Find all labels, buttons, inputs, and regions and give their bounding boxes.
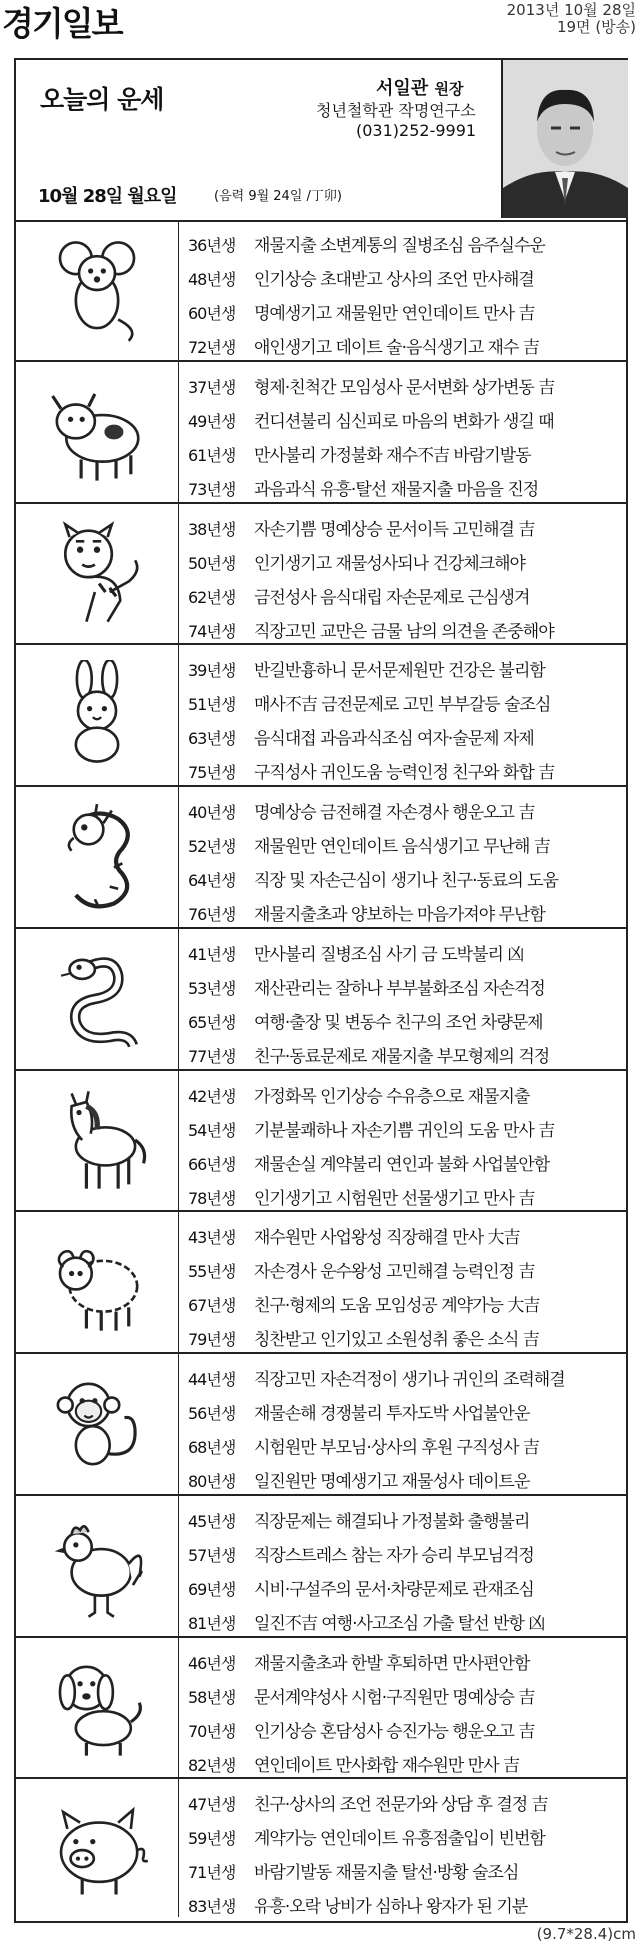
fortune-line <box>188 864 623 898</box>
birth-year: 78년생 <box>188 1188 236 1208</box>
birth-year: 58년생 <box>188 1687 236 1707</box>
fortune-lines <box>188 796 623 932</box>
birth-year: 53년생 <box>188 978 236 998</box>
fortune-line <box>188 830 623 864</box>
fortune-line <box>188 473 623 507</box>
birth-year: 80년생 <box>188 1472 236 1491</box>
birth-year: 68년생 <box>188 1438 236 1457</box>
fortune-text: 일진원만 명예생기고 재물성사 데이트운 <box>254 1472 530 1492</box>
fortune-text: 유흥·오락 낭비가 심하나 왕자가 된 기분 <box>254 1897 528 1918</box>
fortune-text: 기분불쾌하나 자손기쁨 귀인의 도움 만사 吉 <box>254 1120 555 1141</box>
author-photo <box>501 60 628 218</box>
mouse-icon <box>16 220 179 360</box>
fortune-line <box>188 1255 623 1289</box>
column-title: 오늘의 운세 <box>40 85 164 114</box>
fortune-lines <box>188 1363 623 1499</box>
fortune-line <box>188 1431 623 1465</box>
fortune-column <box>14 58 628 1923</box>
fortune-text: 재물원만 연인데이트 음식생기고 무난해 吉 <box>254 837 550 857</box>
fortune-line <box>188 1148 623 1182</box>
birth-year: 40년생 <box>188 803 236 822</box>
lunar-date: (음력 9월 24일 /丁卯) <box>214 189 342 204</box>
fortune-text: 인기상승 초대받고 상사의 조언 만사해결 <box>254 270 534 290</box>
fortune-line <box>188 1749 623 1783</box>
fortune-text: 과음과식 유흥·탈선 재물지출 마음을 진정 <box>254 479 539 500</box>
fortune-line <box>188 1363 623 1397</box>
fortune-text: 재물지출초과 양보하는 마음가져야 무난함 <box>254 905 545 925</box>
fortune-text: 가정화목 인기상승 수유층으로 재물지출 <box>254 1086 530 1107</box>
birth-year: 46년생 <box>188 1653 236 1673</box>
birth-year: 74년생 <box>188 621 236 641</box>
fortune-text: 일진不吉 여행·사고조심 가출 탈선 반항 凶 <box>254 1613 545 1634</box>
fortune-line <box>188 796 623 830</box>
birth-year: 55년생 <box>188 1262 236 1282</box>
birth-year: 41년생 <box>188 944 236 964</box>
fortune-line <box>188 1465 623 1499</box>
fortune-line <box>188 1788 623 1822</box>
fortune-text: 여행·출장 및 변동수 친구의 조언 차량문제 <box>254 1012 543 1033</box>
fortune-text: 금전성사 음식대립 자손문제로 근심생겨 <box>254 587 530 608</box>
fortune-line <box>188 1040 623 1074</box>
fortune-line <box>188 1114 623 1148</box>
pig-icon <box>16 1779 179 1917</box>
monkey-icon <box>16 1354 179 1494</box>
fortune-text: 인기상승 혼담성사 승진가능 행운오고 吉 <box>254 1721 535 1742</box>
fortune-lines <box>188 938 623 1074</box>
birth-year: 63년생 <box>188 729 236 749</box>
fortune-line <box>188 263 623 297</box>
zodiac-row <box>16 1496 626 1638</box>
fortune-lines <box>188 371 623 507</box>
birth-year: 79년생 <box>188 1330 236 1350</box>
fortune-line <box>188 439 623 473</box>
fortune-text: 친구·상사의 조언 전문가와 상담 후 결정 吉 <box>254 1795 548 1816</box>
fortune-line <box>188 1647 623 1681</box>
fortune-line <box>188 1607 623 1641</box>
birth-year: 65년생 <box>188 1012 236 1032</box>
fortune-text: 명예상승 금전해결 자손경사 행운오고 吉 <box>254 803 535 823</box>
fortune-line <box>188 1539 623 1573</box>
fortune-line <box>188 1505 623 1539</box>
birth-year: 62년생 <box>188 587 236 607</box>
fortune-line <box>188 1822 623 1856</box>
rooster-icon <box>16 1496 179 1636</box>
fortune-text: 시험원만 부모님·상사의 후원 구직성사 吉 <box>254 1438 539 1458</box>
fortune-text: 바람기발동 재물지출 탈선·방황 술조심 <box>254 1863 519 1884</box>
fortune-text: 직장 및 자손근심이 생기나 친구·동료의 도움 <box>254 871 559 891</box>
fortune-line <box>188 756 623 790</box>
birth-year: 67년생 <box>188 1296 236 1316</box>
fortune-text: 시비·구설주의 문서·차량문제로 관재조심 <box>254 1579 534 1600</box>
zodiac-row <box>16 929 626 1071</box>
birth-year: 37년생 <box>188 377 236 397</box>
fortune-line <box>188 1715 623 1749</box>
fortune-text: 구직성사 귀인도움 능력인정 친구와 화합 吉 <box>254 763 555 784</box>
birth-year: 83년생 <box>188 1897 236 1917</box>
birth-year: 56년생 <box>188 1404 236 1423</box>
fortune-text: 자손기쁨 명예상승 문서이득 고민해결 吉 <box>254 519 535 540</box>
birth-year: 54년생 <box>188 1120 236 1140</box>
fortune-line <box>188 1080 623 1114</box>
fortune-line <box>188 1289 623 1323</box>
birth-year: 52년생 <box>188 837 236 856</box>
zodiac-row <box>16 645 626 787</box>
fortune-line <box>188 405 623 439</box>
horse-icon <box>16 1071 179 1211</box>
fortune-text: 계약가능 연인데이트 유흥점출입이 빈번함 <box>254 1829 545 1850</box>
fortune-line <box>188 688 623 722</box>
fortune-lines <box>188 1647 623 1783</box>
fortune-line <box>188 898 623 932</box>
birth-year: 73년생 <box>188 479 236 499</box>
fortune-text: 재산관리는 잘하나 부부불화조심 자손걱정 <box>254 978 545 999</box>
fortune-text: 자손경사 운수왕성 고민해결 능력인정 吉 <box>254 1262 535 1283</box>
fortune-line <box>188 1397 623 1431</box>
fortune-text: 직장고민 교만은 금물 남의 의견을 존중해야 <box>254 621 554 642</box>
birth-year: 42년생 <box>188 1086 236 1106</box>
author-phone: (031)252-9991 <box>356 121 477 140</box>
fortune-text: 재물손해 경쟁불리 투자도박 사업불안운 <box>254 1404 530 1424</box>
fortune-line <box>188 615 623 649</box>
fortune-text: 음식대접 과음과식조심 여자·술문제 자제 <box>254 729 534 750</box>
fortune-line <box>188 331 623 365</box>
fortune-line <box>188 1573 623 1607</box>
rabbit-icon <box>16 645 179 785</box>
publication-info <box>507 2 636 36</box>
birth-year: 82년생 <box>188 1755 236 1775</box>
fortune-line <box>188 581 623 615</box>
fortune-lines <box>188 1221 623 1357</box>
birth-year: 71년생 <box>188 1863 236 1883</box>
fortune-line <box>188 1681 623 1715</box>
birth-year: 64년생 <box>188 871 236 890</box>
zodiac-row <box>16 504 626 646</box>
fortune-lines <box>188 1505 623 1641</box>
birth-year: 38년생 <box>188 519 236 539</box>
birth-year: 60년생 <box>188 304 236 323</box>
birth-year: 49년생 <box>188 411 236 431</box>
zodiac-row <box>16 362 626 504</box>
fortune-text: 친구·형제의 도움 모임성공 계약가능 大吉 <box>254 1296 540 1317</box>
fortune-text: 형제·친척간 모임성사 문서변화 상가변동 吉 <box>254 377 555 398</box>
fortune-text: 만사불리 가정불화 재수不吉 바람기발동 <box>254 445 531 466</box>
dog-icon <box>16 1638 179 1778</box>
fortune-line <box>188 654 623 688</box>
birth-year: 45년생 <box>188 1511 236 1531</box>
birth-year: 61년생 <box>188 445 236 465</box>
birth-year: 81년생 <box>188 1613 236 1633</box>
fortune-line <box>188 297 623 331</box>
fortune-line <box>188 1182 623 1216</box>
fortune-text: 애인생기고 데이트 술·음식생기고 재수 吉 <box>254 338 539 358</box>
fortune-line <box>188 972 623 1006</box>
birth-year: 76년생 <box>188 905 236 924</box>
fortune-text: 매사不吉 금전문제로 고민 부부갈등 술조심 <box>254 695 551 716</box>
newspaper-logo: 경기일보 <box>2 4 122 43</box>
tiger-icon <box>16 504 179 644</box>
birth-year: 39년생 <box>188 661 236 681</box>
fortune-text: 칭찬받고 인기있고 소원성취 좋은 소식 吉 <box>254 1330 539 1351</box>
sheep-icon <box>16 1212 179 1352</box>
zodiac-row <box>16 1638 626 1780</box>
fortune-lines <box>188 1788 623 1924</box>
page-number: 19면 (방송) <box>556 18 636 36</box>
fortune-lines <box>188 654 623 790</box>
zodiac-row <box>16 1779 626 1917</box>
fortune-text: 재수원만 사업왕성 직장해결 만사 大吉 <box>254 1228 520 1249</box>
fortune-text: 인기생기고 재물성사되나 건강체크해야 <box>254 553 525 574</box>
fortune-line <box>188 1856 623 1890</box>
fortune-line <box>188 1006 623 1040</box>
birth-year: 51년생 <box>188 695 236 715</box>
fortune-text: 직장스트레스 참는 자가 승리 부모님걱정 <box>254 1545 534 1566</box>
fortune-text: 연인데이트 만사화합 재수원만 만사 吉 <box>254 1755 519 1776</box>
dragon-icon <box>16 787 179 927</box>
fortune-line <box>188 1890 623 1924</box>
fortune-text: 컨디션불리 심신피로 마음의 변화가 생길 때 <box>254 411 554 432</box>
birth-year: 69년생 <box>188 1579 236 1599</box>
birth-year: 47년생 <box>188 1795 236 1815</box>
birth-year: 57년생 <box>188 1545 236 1565</box>
zodiac-row <box>16 1212 626 1354</box>
fortune-line <box>188 547 623 581</box>
author-organization: 청년철학관 작명연구소 <box>316 101 476 120</box>
fortune-line <box>188 371 623 405</box>
ox-icon <box>16 362 179 502</box>
fortune-line <box>188 938 623 972</box>
birth-year: 50년생 <box>188 553 236 573</box>
fortune-text: 명예생기고 재물원만 연인데이트 만사 吉 <box>254 304 535 324</box>
zodiac-row <box>16 787 626 929</box>
fortune-line <box>188 722 623 756</box>
author-name: 서일관 원장 <box>376 78 464 99</box>
author-role: 원장 <box>434 80 464 98</box>
birth-year: 43년생 <box>188 1228 236 1248</box>
fortune-text: 인기생기고 시험원만 선물생기고 만사 吉 <box>254 1188 535 1209</box>
fortune-line <box>188 229 623 263</box>
fortune-text: 직장고민 자손걱정이 생기나 귀인의 조력해결 <box>254 1370 565 1390</box>
fortune-text: 직장문제는 해결되나 가정불화 출행불리 <box>254 1511 530 1532</box>
size-note: (9.7*28.4)cm <box>536 1925 636 1943</box>
fortune-text: 친구·동료문제로 재물지출 부모형제의 걱정 <box>254 1046 550 1067</box>
fortune-text: 만사불리 질병조심 사기 금 도박불리 凶 <box>254 944 524 965</box>
birth-year: 36년생 <box>188 236 236 255</box>
birth-year: 75년생 <box>188 763 236 783</box>
fortune-line <box>188 1221 623 1255</box>
fortune-lines <box>188 1080 623 1216</box>
birth-year: 72년생 <box>188 338 236 357</box>
zodiac-row <box>16 1071 626 1213</box>
fortune-lines <box>188 513 623 649</box>
fortune-text: 재물지출 소변계통의 질병조심 음주실수운 <box>254 236 545 256</box>
birth-year: 44년생 <box>188 1370 236 1389</box>
fortune-text: 반길반흉하니 문서문제원만 건강은 불리함 <box>254 661 545 682</box>
zodiac-row <box>16 1354 626 1496</box>
birth-year: 77년생 <box>188 1046 236 1066</box>
birth-year: 66년생 <box>188 1154 236 1174</box>
snake-icon <box>16 929 179 1069</box>
column-header <box>16 60 626 222</box>
birth-year: 70년생 <box>188 1721 236 1741</box>
masthead <box>0 0 640 56</box>
fortune-text: 문서계약성사 시험·구직원만 명예상승 吉 <box>254 1687 535 1708</box>
fortune-text: 재물지출초과 한발 후퇴하면 만사편안함 <box>254 1653 530 1674</box>
fortune-lines <box>188 229 623 365</box>
zodiac-row <box>16 220 626 362</box>
publication-date: 2013년 10월 28일 <box>506 1 636 19</box>
fortune-line <box>188 1323 623 1357</box>
fortune-date: 10월 28일 월요일 <box>38 186 177 207</box>
fortune-line <box>188 513 623 547</box>
fortune-text: 재물손실 계약불리 연인과 불화 사업불안함 <box>254 1154 550 1175</box>
birth-year: 59년생 <box>188 1829 236 1849</box>
birth-year: 48년생 <box>188 270 236 289</box>
